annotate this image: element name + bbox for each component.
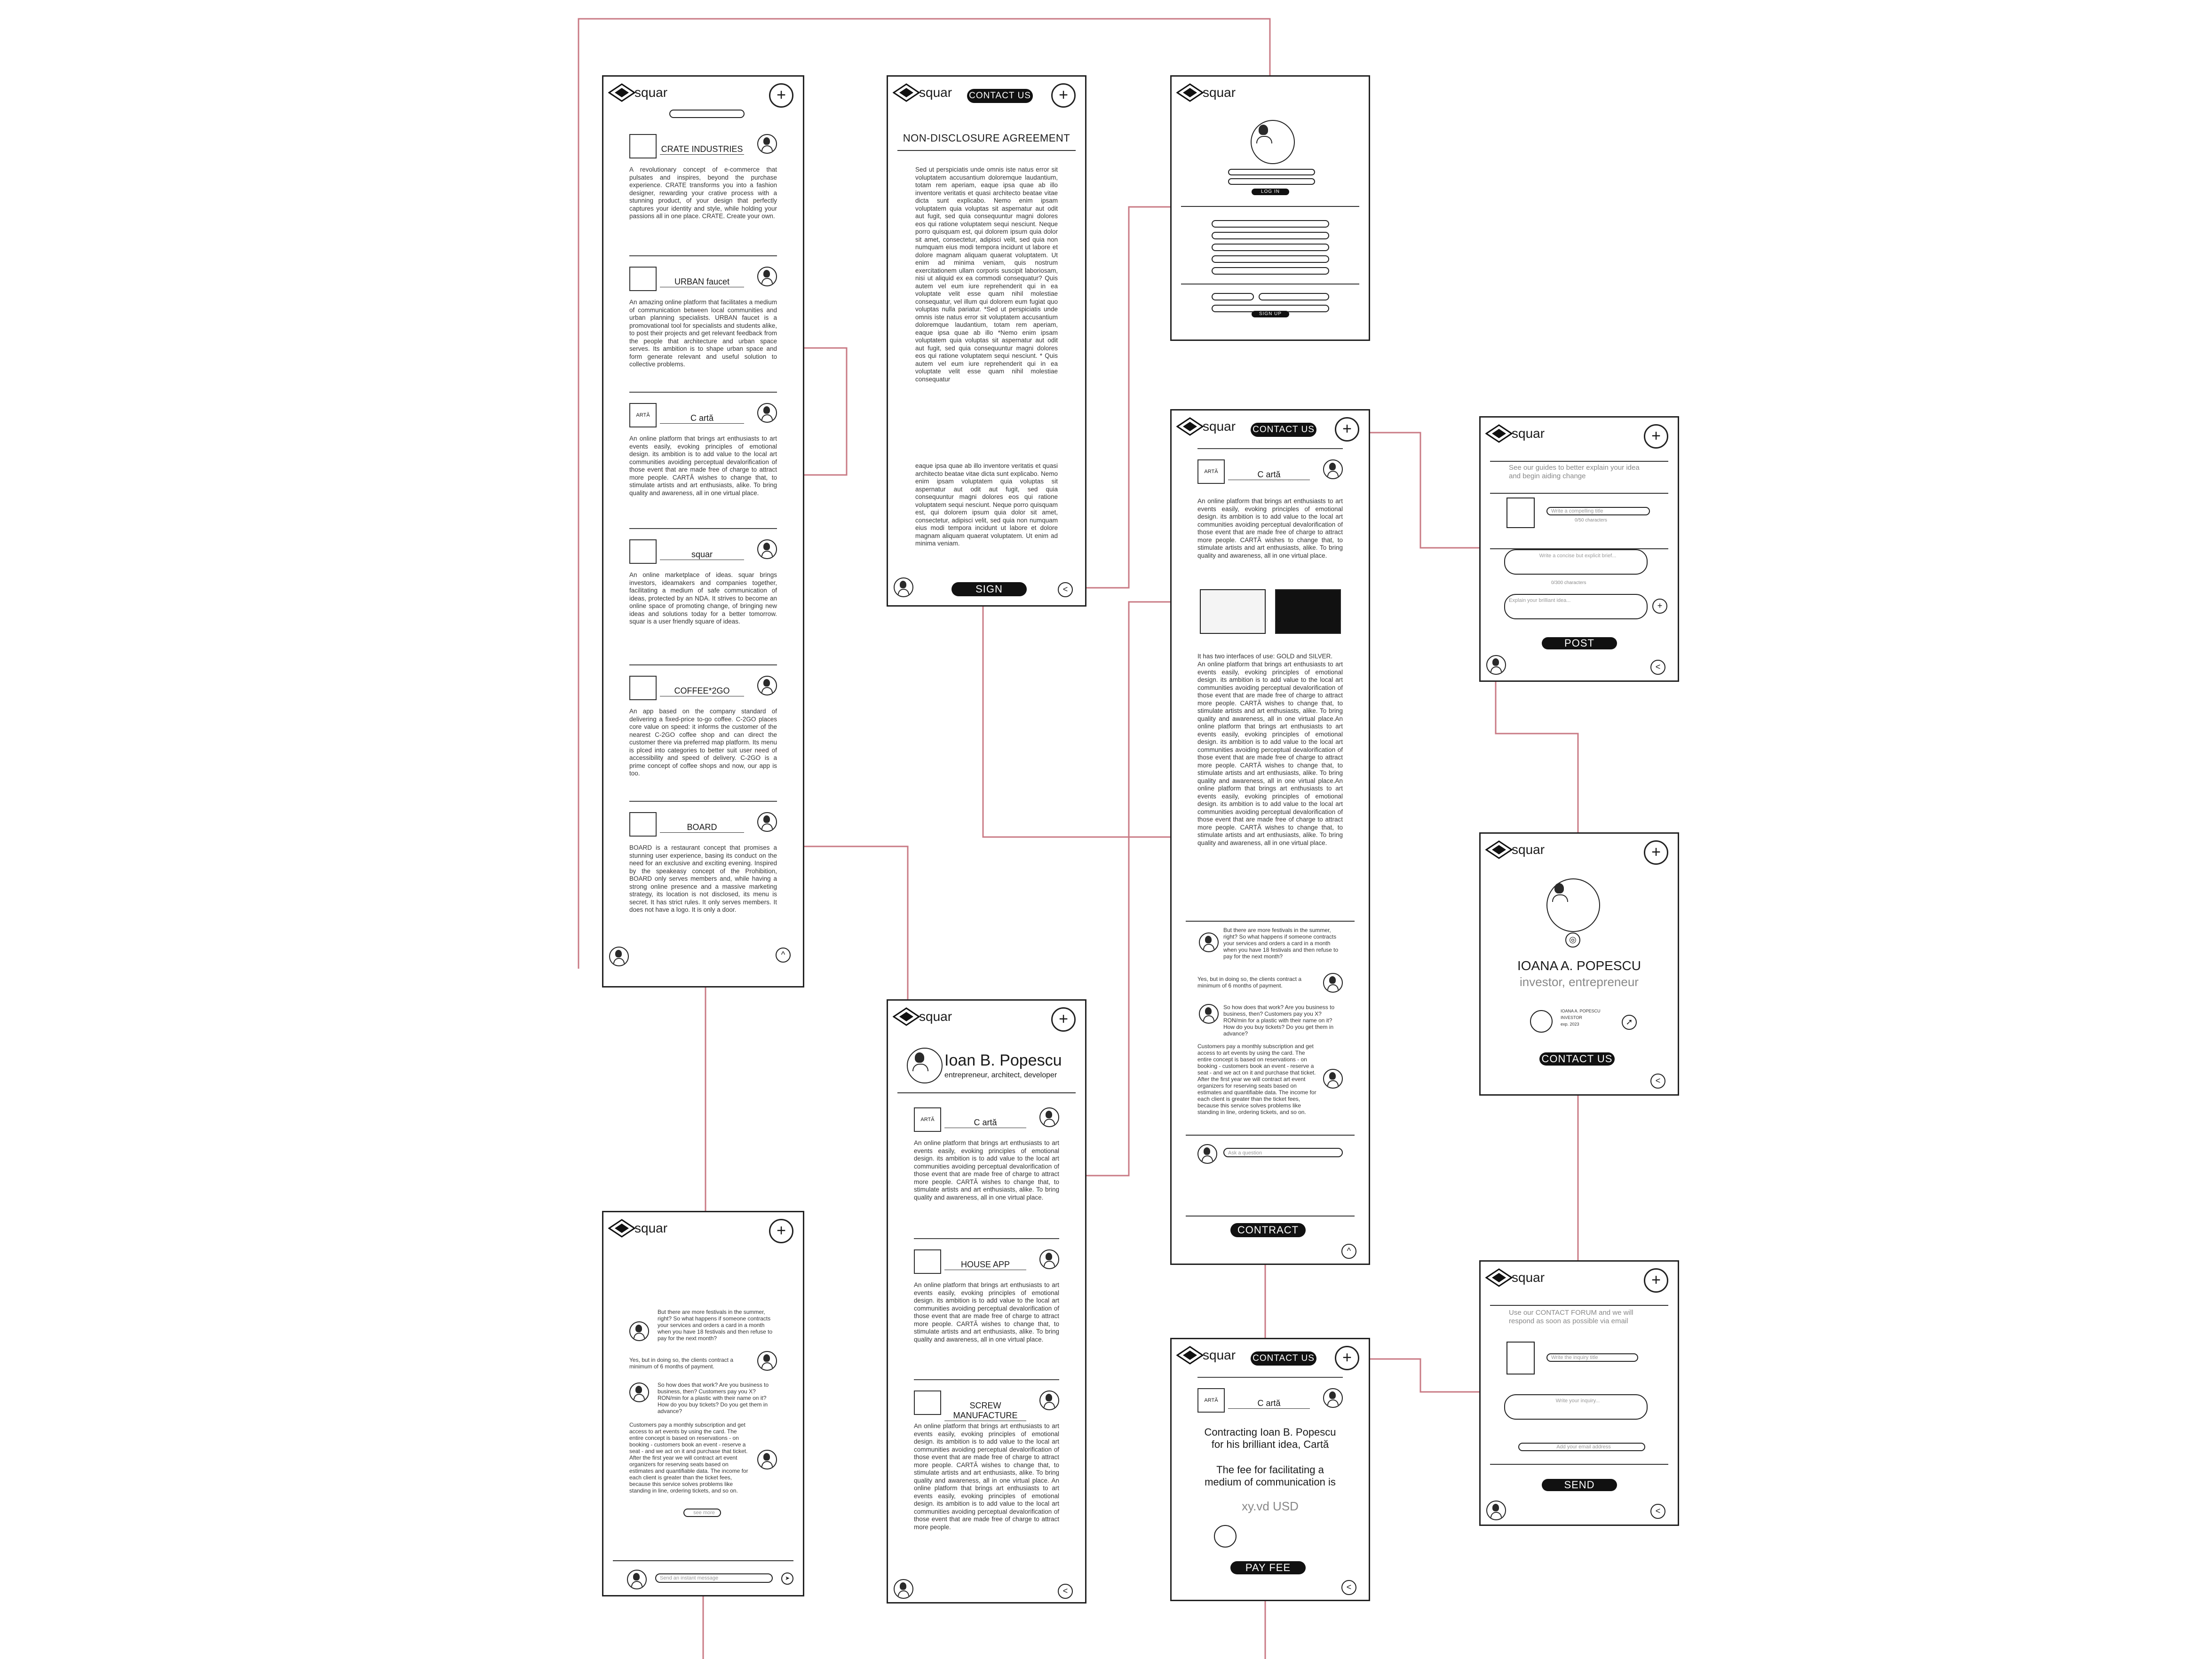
investor-name: IOANA A. POPESCU xyxy=(1517,958,1641,973)
owner-avatar[interactable] xyxy=(757,267,777,286)
user-avatar[interactable] xyxy=(1486,1501,1506,1520)
divider xyxy=(1490,1305,1668,1306)
chat-message-3: So how does that work? Are you business to business, then? Customers pay you X? RON/min for a plastic with their name on it? How do you buy tickets? Do you get them in advance? xyxy=(658,1382,769,1414)
project-logo-icon: ARTĂ xyxy=(629,403,657,427)
brand-name: squar xyxy=(1203,419,1236,434)
contact-us-button[interactable]: CONTACT US xyxy=(1251,423,1316,437)
receiver-avatar-2 xyxy=(757,1450,777,1469)
nda-title: NON-DISCLOSURE AGREEMENT xyxy=(903,132,1070,144)
user-avatar[interactable] xyxy=(894,577,913,597)
divider xyxy=(1490,493,1668,494)
add-button[interactable]: + xyxy=(1335,417,1359,442)
project-description: An online marketplace of ideas. squar brings investors, ideamakers and companies together, facilitating a medium of safe communication of ideas, protected by an NDA. It strives to become an online space of promoting change, of bringing new ideas and solutions today for a better tomorrow. squar is a user friendly square of ideas. xyxy=(629,571,777,625)
header xyxy=(1481,418,1678,450)
divider xyxy=(1186,921,1355,922)
answer-1: Yes, but in doing so, the clients contract a minimum of 6 months of payment. xyxy=(1197,976,1302,989)
divider xyxy=(1490,1464,1668,1465)
brand-name: squar xyxy=(1203,85,1236,100)
asker-avatar xyxy=(1199,932,1219,952)
project-name: CRATE INDUSTRIES xyxy=(660,144,744,155)
project-logo-icon xyxy=(629,676,657,700)
signup-field-7[interactable] xyxy=(1259,293,1329,300)
developer-role: entrepreneur, architect, developer xyxy=(944,1071,1057,1079)
carta-logo: ARTĂ xyxy=(1197,1388,1225,1413)
squar-logo-icon xyxy=(1176,417,1204,436)
email-input[interactable]: Add your email address xyxy=(1518,1443,1645,1451)
project-description: An online platform that brings art enthusiasts to art events easily, evoking principles of emotional design. its ambition is to add value to the local art communities avoiding perceptual devalorification of those event that are made free of charge to attract more people. CARTĂ wishes to change that, to stimulate artists and art enthusiasts, alike. To bring quality and awareness, all in one virtual place.An online platform that brings art enthusiasts to art events easily, evoking principles of emotional design. its ambition is to add value to the local art communities avoiding perceptual devalorification of those event that are made free of charge to attract more people. CARTĂ wishes to change that, to stimulate artists and art enthusiasts, alike. To bring quality and awareness, all in one virtual place.An online platform that brings art enthusiasts to art events easily, evoking principles of emotional design. its ambition is to add value to the local art communities avoiding perceptual devalorification of those event that are made free of charge to attract more people. CARTĂ wishes to change that, to stimulate artists and art enthusiasts, alike. To bring quality and awareness, all in one virtual place. xyxy=(1197,661,1343,846)
title-input[interactable]: Write a compelling title xyxy=(1546,507,1650,515)
add-button[interactable]: + xyxy=(769,83,793,108)
contact-form-screen xyxy=(1479,1260,1679,1526)
nda-body-2: eaque ipsa quae ab illo inventore veritatis et quasi architecto beatae vitae dicta sunt explicabo. Nemo enim ipsam voluptatem quia voluptas sit aspernatur aut odit aut fugit, sed quia consequuntur magni dolores eos qui ratione voluptatem sequi nesciunt. Neque porro quisquam est, qui dolorem ipsum quia dolor sit amet, consectetur, adipisci velit, sed quia non numquam eius modi tempora incidunt ut labore et dolore magnam aliquam quaerat voluptatem. Ut enim ad minima veniam. xyxy=(915,462,1058,547)
developer-profile-screen xyxy=(887,999,1086,1604)
card-seal-icon xyxy=(1530,1010,1553,1033)
question-2: So how does that work? Are you business to business, then? Customers pay you X? RON/min for a plastic with their name on it? How do you buy tickets? Do you get them in advance? xyxy=(1223,1004,1335,1037)
project-name: squar xyxy=(660,550,744,560)
divider xyxy=(897,1092,1076,1093)
chat-message-1: But there are more festivals in the summer, right? So what happens if someone contracts your services and orders a card in a month when you have 18 festivals and then refuse to pay for the next month? xyxy=(658,1309,773,1342)
add-button[interactable]: + xyxy=(769,1219,793,1243)
feed-item[interactable] xyxy=(629,528,777,661)
squar-logo-icon xyxy=(893,1007,920,1026)
project-logo-icon xyxy=(629,812,657,837)
card-seal-icon xyxy=(1214,1525,1237,1548)
divider xyxy=(1490,461,1668,462)
squar-logo-icon xyxy=(608,1219,635,1238)
divider xyxy=(1186,1216,1355,1217)
password-field[interactable] xyxy=(1228,178,1315,185)
sender-avatar xyxy=(629,1321,649,1341)
contract-text: Contracting Ioan B. Popescu for his brilliant idea, Cartă xyxy=(1204,1426,1336,1450)
contact-us-button[interactable]: CONTACT US xyxy=(967,89,1033,103)
inquiry-title-input[interactable]: Write the inquiry title xyxy=(1546,1353,1638,1362)
contract-button[interactable]: CONTRACT xyxy=(1230,1223,1306,1237)
squar-logo-icon xyxy=(1485,1268,1513,1287)
sender-avatar-2 xyxy=(629,1382,649,1402)
back-icon[interactable]: < xyxy=(1341,1580,1356,1595)
divider xyxy=(897,150,1076,151)
question-1: But there are more festivals in the summer, right? So what happens if someone contracts your services and orders a card in a month when you have 18 festivals and then refuse to pay for the next month? xyxy=(1223,927,1339,960)
chat-message-2: Yes, but in doing so, the clients contract a minimum of 6 months of payment. xyxy=(629,1357,734,1370)
project-name: HOUSE APP xyxy=(944,1260,1026,1270)
owner-avatar[interactable] xyxy=(1039,1249,1059,1269)
project-name: SCREW MANUFACTURE xyxy=(944,1401,1026,1421)
signup-button[interactable]: SIGN UP xyxy=(1252,311,1289,317)
contact-us-button[interactable]: CONTACT US xyxy=(1251,1351,1316,1366)
project-description: A revolutionary concept of e-commerce that pulsates and inspires, beyond the purchase experience. CRATE transforms you into a fashion designer, rewarding your crative process with a stunning product, of your design that perfectly captures your identity and style, while holding your passions all in one place. CRATE. Create your own. xyxy=(629,166,777,220)
add-button[interactable]: + xyxy=(1644,424,1668,449)
project-description: An online platform that brings art enthusiasts to art events easily, evoking principles of emotional design. its ambition is to add value to the local art communities avoiding perceptual devalorification of those event that are made free of charge to attract more people. CARTĂ wishes to change that, to stimulate artists and art enthusiasts, alike. To bring quality and awareness, all in one virtual place. xyxy=(914,1139,1059,1201)
answer-2: Customers pay a monthly subscription and get access to art events by using the card. The entire concept is based on reservations - on booking - customers book an event - reserve a seat - and we act on it and purchase that ticket. After the first year we will contract art event organizers for reserving seats based on estimates and quantifiable data. The income for each client is greater than the ticket fees, because this service solves problems like standing in line, ordering tickets, and so on. xyxy=(1197,1043,1316,1115)
project-name: C artă xyxy=(1228,1398,1310,1409)
sign-button[interactable]: SIGN xyxy=(951,582,1027,596)
asker-avatar-2 xyxy=(1199,1004,1219,1024)
owner-avatar[interactable] xyxy=(1323,1388,1343,1408)
divider xyxy=(1181,206,1359,207)
pay-fee-button[interactable]: PAY FEE xyxy=(1230,1561,1306,1574)
feed-screen xyxy=(602,75,804,988)
project-logo-icon: ARTĂ xyxy=(914,1107,941,1132)
add-button[interactable]: + xyxy=(1644,1268,1668,1293)
header xyxy=(1481,834,1678,867)
owner-avatar[interactable] xyxy=(1039,1390,1059,1410)
login-button[interactable]: LOG IN xyxy=(1252,189,1289,195)
owner-avatar[interactable] xyxy=(757,539,777,559)
project-description: An online platform that brings art enthusiasts to art events easily, evoking principles of emotional design. its ambition is to add value to the local art communities avoiding perceptual devalorification of those event that are made free of charge to attract more people. CARTĂ wishes to change that, to stimulate artists and art enthusiasts, alike. To bring quality and awareness, all in one virtual place. xyxy=(629,435,777,497)
signup-field-1[interactable] xyxy=(1212,220,1329,228)
attach-icon[interactable]: + xyxy=(1652,599,1667,614)
squar-logo-icon xyxy=(893,83,920,102)
add-button[interactable]: + xyxy=(1051,83,1076,108)
see-more-button[interactable]: see more xyxy=(683,1509,721,1517)
add-button[interactable]: + xyxy=(1335,1346,1359,1370)
user-avatar[interactable] xyxy=(894,1579,913,1599)
image-upload-box[interactable] xyxy=(1506,498,1535,528)
search-input[interactable] xyxy=(669,110,745,118)
developer-avatar xyxy=(907,1048,943,1083)
send-icon[interactable]: ➚ xyxy=(1622,1015,1637,1030)
nda-screen xyxy=(887,75,1086,607)
back-icon[interactable]: < xyxy=(1058,1584,1073,1599)
login-screen xyxy=(1170,75,1370,341)
brand-name: squar xyxy=(919,1009,952,1024)
feed-item[interactable] xyxy=(629,392,777,524)
header xyxy=(888,77,1085,110)
brand-name: squar xyxy=(634,85,668,100)
investor-avatar xyxy=(1546,878,1600,932)
owner-avatar-reply-2 xyxy=(1323,1069,1343,1089)
brief-input[interactable]: Write a concise but explicit brief... xyxy=(1504,549,1648,575)
project-description: An amazing online platform that facilitates a medium of communication between local communities and urban planning specialists. URBAN faucet is a promovational tool for specialists and students alike, to post their projects and get relevant feedback from the people that architecture and urban space serves. Its ambition is to shape urban space and form generate relevant and useful solution to collective problems. xyxy=(629,299,777,368)
brand-name: squar xyxy=(1512,426,1545,441)
gold-card-image xyxy=(1275,589,1341,634)
user-avatar xyxy=(627,1570,647,1589)
contact-us-button[interactable]: CONTACT US xyxy=(1539,1052,1615,1066)
owner-avatar[interactable] xyxy=(757,134,777,154)
chat-message-4: Customers pay a monthly subscription and get access to art events by using the card. The entire concept is based on reservations - on booking - customers book an event - reserve a seat - and we act on it and purchase that ticket. After the first year we will contract art event organizers for reserving seats based on estimates and quantifiable data. The income for each client is greater than the ticket fees, because this service solves problems like standing in line, ordering tickets, and so on. xyxy=(629,1422,748,1494)
project-name: URBAN faucet xyxy=(660,277,744,287)
header xyxy=(1172,1339,1369,1372)
investor-profile-screen xyxy=(1479,832,1679,1096)
investor-card: IOANA A. POPESCU INVESTOR exp. 2023 xyxy=(1561,1009,1601,1027)
pay-fee-screen xyxy=(1170,1338,1370,1601)
brand-name: squar xyxy=(1512,842,1545,857)
feed-item[interactable] xyxy=(629,801,777,933)
owner-avatar[interactable] xyxy=(757,676,777,695)
owner-avatar-reply xyxy=(1323,973,1343,993)
header xyxy=(888,1001,1085,1034)
squar-logo-icon xyxy=(1176,1346,1204,1365)
header xyxy=(603,77,803,110)
project-description: An app based on the company standard of delivering a fixed-price to-go coffee. C-2GO places core value on speed: it informs the customer of the nearest C-2GO coffee shop and can direct the customer there via preferred map platform. Its menu is plced into categories to better suit user need of accessibility and speed of delivery. C-2GO is a prime concept of coffee shops and now, our app is too. xyxy=(629,708,777,777)
developer-project-item[interactable] xyxy=(914,1238,1059,1375)
detail-item xyxy=(1197,448,1343,477)
developer-project-item[interactable] xyxy=(914,1097,1059,1233)
feed-item[interactable] xyxy=(629,255,777,388)
developer-name: Ioan B. Popescu xyxy=(944,1051,1062,1069)
project-name: C artă xyxy=(1228,470,1310,480)
user-avatar xyxy=(1197,1144,1217,1164)
add-button[interactable]: + xyxy=(1051,1007,1076,1032)
project-name: C artă xyxy=(660,413,744,424)
idea-input[interactable]: Explain your brilliant idea... xyxy=(1504,594,1648,619)
nda-body: Sed ut perspiciatis unde omnis iste natus error sit voluptatem accusantium doloremque laudantium, totam rem aperiam, eaque ipsa quae ab illo inventore veritatis et quasi architecto beatae vitae dicta sunt explicabo. Nemo enim ipsam voluptatem quia voluptas sit aspernatur aut odit aut fugit, sed quia consequuntur magni dolores eos qui ratione voluptatem sequi nesciunt. Neque porro quisquam est, qui dolorem ipsum quia dolor sit amet, consectetur, adipisci velit, sed quia non numquam eius modi tempora incidunt ut labore et dolore magnam aliquam quaerat voluptatem. Ut enim ad minima veniam, quis nostrum exercitationem ullam corporis suscipit laboriosam, nisi ut aliquid ex ea commodi consequatur? Quis autem vel eum iure reprehenderit qui in ea voluptate velit esse quam nihil molestiae consequatur, vel illum qui dolorem eum fugiat quo voluptas nulla pariatur. *Sed ut perspiciatis unde omnis iste natus error sit voluptatem accusantium doloremque laudantium, totam rem aperiam, eaque ipsa quae ab illo *Nemo enim ipsam voluptatem quia voluptas sit aspernatur aut odit aut fugit, sed quia consequuntur magni dolores eos qui ratione voluptatem sequi nesciunt. * Quis autem vel eum iure reprehenderit qui in ea voluptate velit esse quam nihil molestiae consequatur xyxy=(915,166,1058,383)
back-icon[interactable]: < xyxy=(1058,582,1073,597)
post-idea-screen xyxy=(1479,416,1679,682)
brand-name: squar xyxy=(1203,1348,1236,1362)
squar-logo-icon xyxy=(1176,83,1204,102)
divider xyxy=(1186,1135,1355,1136)
brand-name: squar xyxy=(919,85,952,100)
project-name: COFFEE*2GO xyxy=(660,686,744,696)
back-icon[interactable]: < xyxy=(1650,660,1665,675)
profile-avatar xyxy=(1251,120,1295,164)
signup-field-3[interactable] xyxy=(1212,244,1329,251)
inquiry-input[interactable]: Write your inquiry... xyxy=(1504,1394,1648,1420)
contact-intro: Use our CONTACT FORUM and we will respond as soon as possible via email xyxy=(1509,1309,1633,1325)
investor-role: investor, entrepreneur xyxy=(1520,975,1639,989)
header xyxy=(1172,411,1369,443)
header xyxy=(1172,77,1369,110)
header xyxy=(603,1212,803,1245)
camera-icon[interactable]: ◎ xyxy=(1565,932,1580,948)
scroll-up-icon[interactable]: ^ xyxy=(1341,1244,1356,1259)
project-detail-screen xyxy=(1170,409,1370,1265)
chat-screen xyxy=(602,1211,804,1596)
fee-amount: xy.vd USD xyxy=(1242,1499,1299,1513)
feed-item[interactable] xyxy=(629,664,777,797)
silver-card-image xyxy=(1200,589,1266,634)
add-button[interactable]: + xyxy=(1644,840,1668,865)
signup-field-5[interactable] xyxy=(1212,267,1329,275)
pay-item xyxy=(1197,1377,1343,1406)
image-upload-box[interactable] xyxy=(1506,1342,1535,1375)
owner-avatar[interactable] xyxy=(757,403,777,423)
ask-question-input[interactable] xyxy=(1223,1148,1343,1157)
post-button[interactable]: POST xyxy=(1542,637,1617,649)
owner-avatar[interactable] xyxy=(1039,1107,1059,1127)
squar-logo-icon xyxy=(608,83,635,102)
squar-logo-icon xyxy=(1485,840,1513,859)
project-logo-icon xyxy=(914,1390,941,1415)
scroll-up-icon[interactable]: ^ xyxy=(776,948,791,963)
interfaces-note: It has two interfaces of use: GOLD and SILVER. xyxy=(1197,653,1333,660)
project-logo-icon xyxy=(629,539,657,564)
developer-project-item[interactable] xyxy=(914,1379,1059,1531)
project-logo-icon xyxy=(914,1249,941,1274)
project-description: BOARD is a restaurant concept that promises a stunning user experience, basing its conduct on the need for an exclusive and exciting evening. Inspired by the speakeasy concept of the Prohibition, BOARD only serves members and, while having a strong online presence and a massive marketing strategy, its location is not disclosed, its menu is secret. It has strict rules. It only serves members. It does not have a logo. It is only a door. xyxy=(629,844,777,913)
user-avatar[interactable] xyxy=(609,947,629,966)
project-logo-icon xyxy=(629,134,657,158)
project-logo-icon xyxy=(629,267,657,291)
owner-avatar[interactable] xyxy=(1323,459,1343,479)
ask-placeholder: Ask a question xyxy=(1228,1150,1262,1156)
project-name: C artă xyxy=(944,1118,1026,1128)
header xyxy=(1481,1262,1678,1295)
back-icon[interactable]: < xyxy=(1650,1504,1665,1519)
squar-logo-icon xyxy=(1485,424,1513,443)
send-icon[interactable]: ➤ xyxy=(781,1572,793,1585)
owner-avatar[interactable] xyxy=(757,812,777,832)
feed-item[interactable] xyxy=(629,124,777,255)
signup-field-6[interactable] xyxy=(1212,293,1254,300)
divider xyxy=(613,1560,793,1561)
project-name: BOARD xyxy=(660,822,744,833)
carta-logo: ARTĂ xyxy=(1197,459,1225,484)
send-button[interactable]: SEND xyxy=(1542,1479,1617,1491)
project-description: An online platform that brings art enthusiasts to art events easily, evoking principles of emotional design. its ambition is to add value to the local art communities avoiding perceptual devalorification of those event that are made free of charge to attract more people. CARTĂ wishes to change that, to stimulate artists and art enthusiasts, alike. To bring quality and awareness, all in one virtual place. An online platform that brings art enthusiasts to art events easily, evoking principles of emotional design. its ambition is to add value to the local art communities avoiding perceptual devalorification of those event that are made free of charge to attract more people. xyxy=(914,1422,1059,1531)
title-char-count: 0/50 characters xyxy=(1575,518,1607,523)
project-summary: An online platform that brings art enthusiasts to art events easily, evoking principles of emotional design. its ambition is to add value to the local art communities avoiding perceptual devalorification of those event that are made free of charge to attract more people. CARTĂ wishes to change that, to stimulate artists and art enthusiasts, alike. To bring quality and awareness, all in one virtual place. xyxy=(1197,498,1343,559)
guide-text[interactable]: See our guides to better explain your idea and begin aiding change xyxy=(1509,464,1640,480)
project-description: An online platform that brings art enthusiasts to art events easily, evoking principles of emotional design. its ambition is to add value to the local art communities avoiding perceptual devalorification of those event that are made free of charge to attract more people. CARTĂ wishes to change that, to stimulate artists and art enthusiasts, alike. To bring quality and awareness, all in one virtual place. xyxy=(914,1281,1059,1343)
brief-char-count: 0/300 characters xyxy=(1551,580,1586,585)
message-input[interactable]: Send an instant message xyxy=(655,1573,773,1583)
username-field[interactable] xyxy=(1228,169,1315,175)
user-avatar[interactable] xyxy=(1486,655,1506,675)
signup-field-4[interactable] xyxy=(1212,255,1329,263)
receiver-avatar xyxy=(757,1351,777,1371)
fee-text: The fee for facilitating a medium of communication is xyxy=(1205,1464,1336,1488)
brand-name: squar xyxy=(1512,1270,1545,1285)
signup-field-2[interactable] xyxy=(1212,232,1329,239)
brand-name: squar xyxy=(634,1221,668,1235)
back-icon[interactable]: < xyxy=(1650,1074,1665,1089)
